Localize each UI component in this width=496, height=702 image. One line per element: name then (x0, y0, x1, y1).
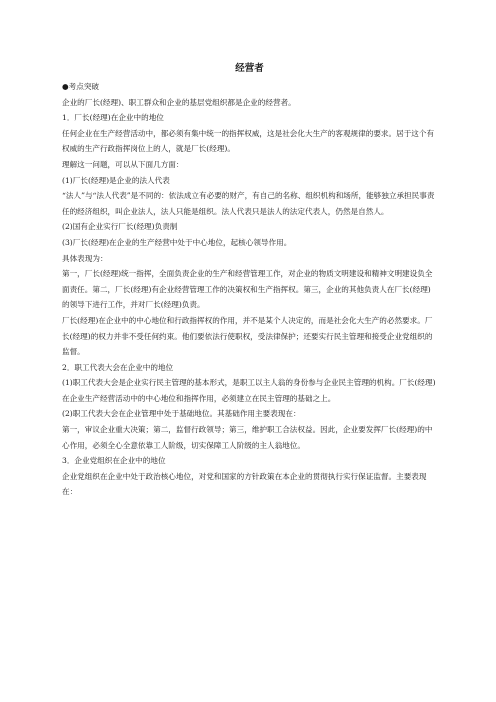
subheading: (2)国有企业实行厂长(经理)负责制 (62, 222, 178, 232)
paragraph: 具体表现为： (62, 253, 108, 263)
paragraph: 第一，厂长(经理)统一指挥，全面负责企业的生产和经营管理工作，对企业的物质文明建设和精神文明建设负全面责任。第二，厂长(经理)有企业经营管理工作的决策权和生产指挥权。第三，企业的其他负责人在厂长(经理)的领导下进行工作，并对厂长(经理)负责。 (62, 269, 433, 310)
paragraph: (1)职工代表大会是企业实行民主管理的基本形式，是职工以主人翁的身份参与企业民主管理的机构。厂长(经理)在企业生产经营活动中的中心地位和指挥作用，必须建立在民主管理的基础之上。 (62, 378, 436, 403)
section-heading: 3．企业党组织在企业中的地位 (62, 456, 166, 466)
paragraph: 任何企业在生产经营活动中，都必须有集中统一的指挥权威，这是社会化大生产的客观规律的要求。居于这个有权威的生产行政指挥岗位上的人，就是厂长(经理)。 (62, 128, 435, 154)
paragraph: 企业党组织在企业中处于政治核心地位，对党和国家的方针政策在本企业的贯彻执行实行保证监督。主要表现在： (62, 471, 427, 497)
paragraph: 理解这一问题，可以从下面几方面： (62, 159, 184, 169)
paragraph: 厂长(经理)在企业中的中心地位和行政指挥权的作用，并不是某个人决定的，而是社会化大生产的必然要求。厂长(经理)的权力并非不受任何约束。他们要依法行使职权，受法律保护；还要实行民主管理和接受企业党组织的监督。 (62, 315, 433, 357)
subheading: (1)厂长(经理)是企业的法人代表 (62, 175, 170, 185)
document-page (62, 62, 437, 500)
document-title: 经营者 (235, 63, 264, 74)
section-heading: 2．职工代表大会在企业中的地位 (62, 362, 174, 372)
paragraph: 第一，审议企业重大决策；第二，监督行政领导；第三，维护职工合法权益。因此，企业要发挥厂长(经理)的中心作用，必须全心全意依靠工人阶级，切实保障工人阶级的主人翁地位。 (62, 425, 433, 450)
paragraph: 企业的厂长(经理)、职工群众和企业的基层党组织都是企业的经营者。 (62, 97, 296, 107)
subheading: (3)厂长(经理)在企业的生产经营中处于中心地位，起核心领导作用。 (62, 237, 292, 247)
paragraph: “法人”与“法人代表”是不同的：依法成立有必要的财产，有自己的名称、组织机构和场所，能够独立承担民事责任的经济组织，叫企业法人，法人只能是组织。法人代表只是法人的法定代表人，仍然是自然人。 (62, 191, 435, 216)
section-label: ●考点突破 (62, 82, 100, 91)
subheading: (2)职工代表大会在企业管理中处于基础地位。其基础作用主要表现在： (62, 409, 301, 419)
section-heading: 1．厂长(经理)在企业中的地位 (62, 113, 164, 123)
